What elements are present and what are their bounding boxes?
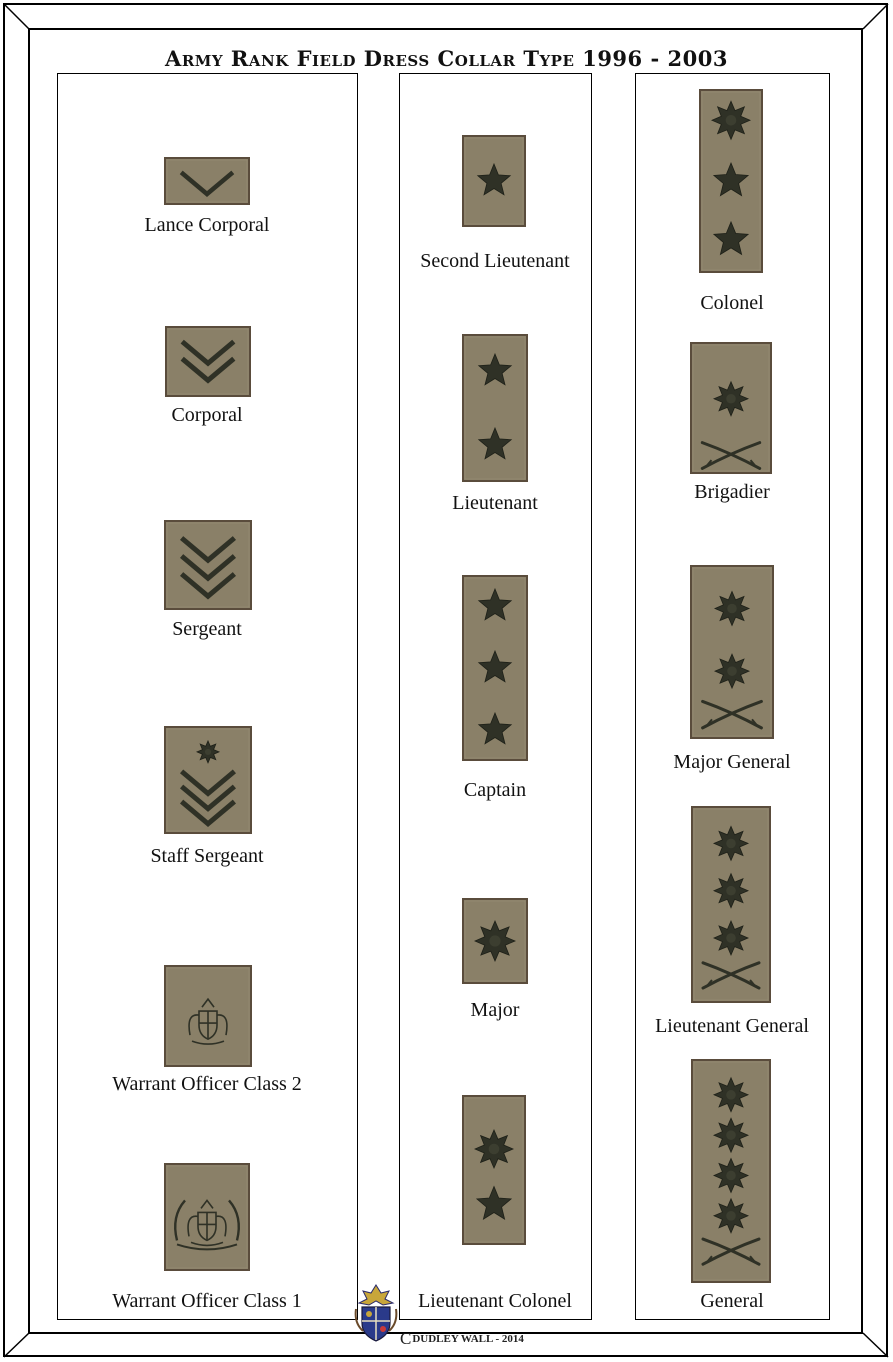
enlisted-ranks-column xyxy=(57,73,358,1320)
copyright-notice xyxy=(400,1329,524,1349)
chevron-2-device xyxy=(165,326,251,397)
colonel-label: Colonel xyxy=(700,292,764,314)
second-lieutenant-insignia xyxy=(462,135,526,227)
second-lieutenant-label: Second Lieutenant xyxy=(420,250,570,272)
staff-sergeant-insignia xyxy=(164,726,252,834)
chevron-1-device xyxy=(164,157,250,205)
copyright-symbol: C xyxy=(400,1329,412,1348)
star-1-device xyxy=(462,135,526,227)
coat-of-arms-device xyxy=(164,965,252,1067)
major-label: Major xyxy=(470,999,520,1021)
lieutenant-label: Lieutenant xyxy=(452,492,538,514)
general-insignia xyxy=(691,1059,771,1283)
staff-sergeant-label: Staff Sergeant xyxy=(150,845,264,867)
page-title: Army Rank Field Dress Collar Type 1996 - 2003 xyxy=(165,46,728,71)
lance-corporal-insignia xyxy=(164,157,250,205)
pip-2-swords-device xyxy=(690,565,774,739)
star-2-device xyxy=(462,334,528,482)
brigadier-label: Brigadier xyxy=(694,481,770,503)
colonel-insignia xyxy=(699,89,763,273)
lance-corporal-label: Lance Corporal xyxy=(144,214,270,236)
major-general-label: Major General xyxy=(673,751,791,773)
star-over-chevron-3-device xyxy=(164,726,252,834)
coat-of-arms-logo xyxy=(353,1283,399,1345)
lieutenant-general-insignia xyxy=(691,806,771,1003)
pip-1-device xyxy=(462,898,528,984)
warrant-officer-class-1-insignia xyxy=(164,1163,250,1271)
warrant-officer-class-2-label: Warrant Officer Class 2 xyxy=(112,1073,302,1095)
coat-of-arms-wreath-device xyxy=(164,1163,250,1271)
lieutenant-colonel-label: Lieutenant Colonel xyxy=(418,1290,572,1312)
lieutenant-colonel-insignia xyxy=(462,1095,526,1245)
warrant-officer-class-2-insignia xyxy=(164,965,252,1067)
lieutenant-insignia xyxy=(462,334,528,482)
warrant-officer-class-1-label: Warrant Officer Class 1 xyxy=(112,1290,302,1312)
captain-label: Captain xyxy=(463,779,527,801)
chevron-3-device xyxy=(164,520,252,610)
brigadier-insignia xyxy=(690,342,772,474)
major-general-insignia xyxy=(690,565,774,739)
corporal-insignia xyxy=(165,326,251,397)
major-insignia xyxy=(462,898,528,984)
lieutenant-general-label: Lieutenant General xyxy=(655,1015,809,1037)
sergeant-insignia xyxy=(164,520,252,610)
pip-1-star-2-device xyxy=(699,89,763,273)
copyright-text: DUDLEY WALL - 2014 xyxy=(412,1333,524,1345)
pip-3-swords-device xyxy=(691,806,771,1003)
star-3-device xyxy=(462,575,528,761)
pip-4-swords-device xyxy=(691,1059,771,1283)
captain-insignia xyxy=(462,575,528,761)
general-label: General xyxy=(700,1290,764,1312)
corporal-label: Corporal xyxy=(171,404,243,426)
sergeant-label: Sergeant xyxy=(172,618,242,640)
pip-1-swords-device xyxy=(690,342,772,474)
pip-1-star-1-device xyxy=(462,1095,526,1245)
